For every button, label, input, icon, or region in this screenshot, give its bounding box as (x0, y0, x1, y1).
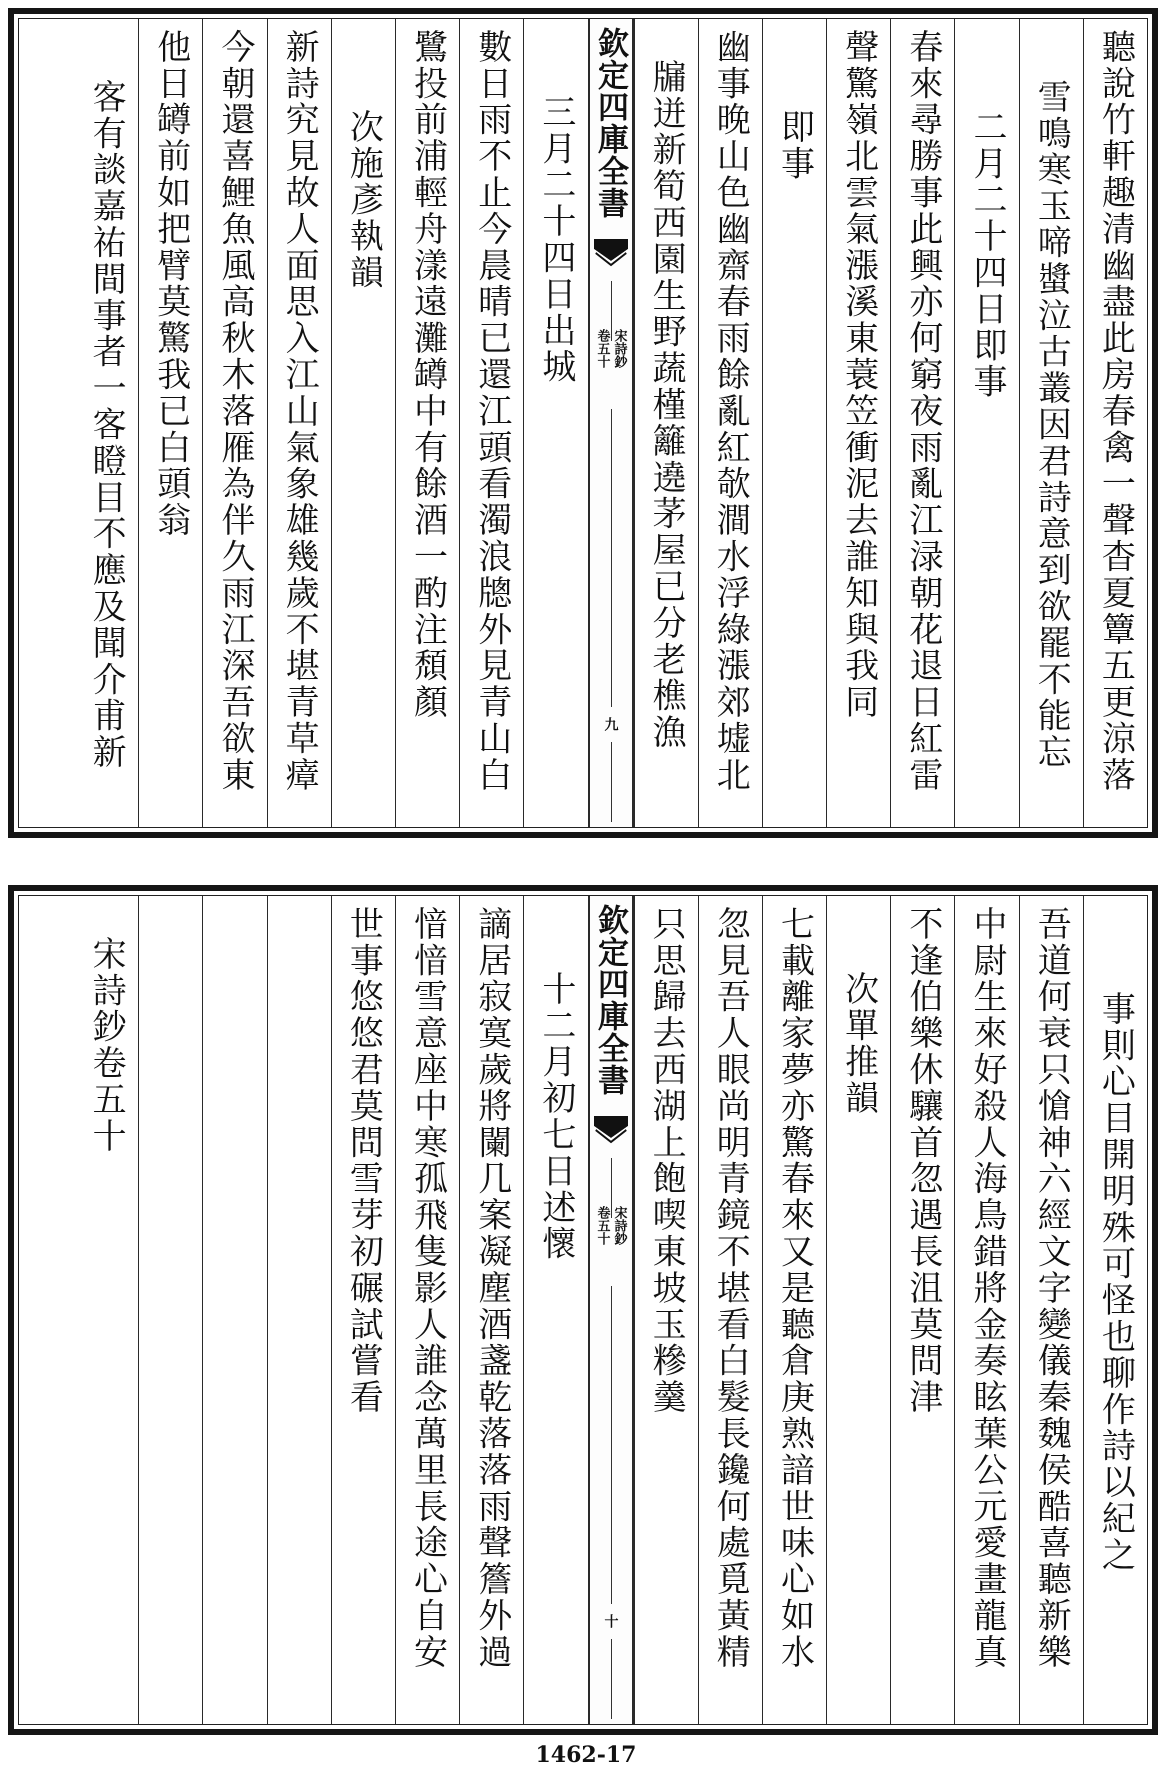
column-text: 牖迸新筍西園生野蔬槿籬遶茅屋已分老樵漁 (646, 59, 687, 751)
column-text: 十二月初七日述懷 (535, 971, 576, 1263)
column-text: 世事悠悠君莫問雪芽初碾試嘗看 (343, 906, 384, 1416)
lower-column-11 (395, 896, 459, 1724)
upper-column-14 (202, 19, 266, 827)
margin-collection-title: 欽定四庫全書 (592, 904, 628, 1096)
lower-column-5 (826, 896, 890, 1724)
column-text: 二月二十四日即事 (967, 109, 1008, 401)
upper-center-margin (588, 19, 634, 827)
margin-rule (611, 742, 612, 822)
upper-column-11 (395, 19, 459, 827)
margin-rule (611, 409, 612, 707)
lower-column-12 (331, 896, 395, 1724)
upper-column-5 (826, 19, 890, 827)
upper-column-4 (890, 19, 954, 827)
upper-column-6 (762, 19, 826, 827)
column-text: 今朝還喜鯉魚風高秋木落雁為伴久雨江深吾欲東 (214, 29, 255, 794)
lower-page (8, 885, 1158, 1735)
margin-page-number: 十 (602, 1614, 619, 1628)
page-footer-id: 1462-17 (535, 1742, 637, 1768)
margin-source-line: 宋詩鈔 (611, 329, 627, 368)
upper-column-12 (331, 19, 395, 827)
lower-column-8 (634, 896, 698, 1724)
lower-column-4 (890, 896, 954, 1724)
lower-column-10 (459, 896, 523, 1724)
upper-column-16 (74, 19, 138, 827)
upper-column-1 (1083, 19, 1147, 827)
margin-source-line: 宋詩鈔 (611, 1206, 627, 1245)
column-text: 只思歸去西湖上飽喫東坡玉糝羹 (646, 906, 687, 1416)
upper-column-15 (138, 19, 202, 827)
upper-column-13 (267, 19, 331, 827)
lower-columns (19, 896, 1147, 1724)
margin-rule (611, 1639, 612, 1719)
lower-column-16 (74, 896, 138, 1724)
column-text: 宋詩鈔卷五十 (86, 936, 127, 1155)
column-text: 忽見吾人眼尚明青鏡不堪看白髮長鑱何處覓黃精 (710, 906, 751, 1671)
lower-column-15 (138, 896, 202, 1724)
upper-column-10 (459, 19, 523, 827)
margin-source (595, 1206, 627, 1245)
column-text: 數日雨不止今晨晴已還江頭看濁浪牕外見青山白 (471, 29, 512, 794)
lower-column-7 (698, 896, 762, 1724)
column-text: 三月二十四日出城 (535, 94, 576, 386)
column-text: 春來尋勝事此興亦何窮夜雨亂江渌朝花退日紅雷 (902, 29, 943, 794)
margin-collection-title: 欽定四庫全書 (592, 27, 628, 219)
column-text: 不逢伯樂休驤首忽遇長沮莫問津 (902, 906, 943, 1416)
column-text: 新詩究見故人面思入江山氣象雄幾歲不堪青草瘴 (279, 29, 320, 794)
column-text: 次施彥執韻 (343, 109, 384, 291)
margin-rule (611, 1286, 612, 1604)
lower-column-3 (954, 896, 1018, 1724)
column-text: 即事 (774, 109, 815, 182)
column-text: 吾道何衰只愴神六經文字變儀秦魏侯酷喜聽新樂 (1031, 906, 1072, 1671)
column-text: 中尉生來好殺人海鳥錯將金奏眩葉公元愛畫龍真 (967, 906, 1008, 1671)
upper-page (8, 8, 1158, 838)
upper-column-9 (523, 19, 587, 827)
upper-column-3 (954, 19, 1018, 827)
column-text: 客有談嘉祐間事者一客瞪目不應及聞介甫新 (86, 79, 127, 771)
column-text: 愔愔雪意座中寒孤飛隻影人誰念萬里長途心自安 (407, 906, 448, 1671)
column-text: 他日罇前如把臂莫驚我已白頭翁 (150, 29, 191, 539)
lower-column-13 (267, 896, 331, 1724)
fish-tail-ornament-icon (594, 1116, 628, 1156)
lower-column-1 (1083, 896, 1147, 1724)
lower-column-9 (523, 896, 587, 1724)
lower-column-2 (1019, 896, 1083, 1724)
column-text: 雪鳴寒玉啼螿泣古叢因君詩意到欲罷不能忘 (1031, 79, 1072, 771)
column-text: 幽事晚山色幽齋春雨餘亂紅欹澗水浮綠漲郊墟北 (710, 29, 751, 794)
column-text: 聽說竹軒趣清幽盡此房春禽一聲杳夏簟五更涼落 (1095, 29, 1136, 794)
margin-source-line: 卷五十 (594, 329, 610, 368)
column-text: 次單推韻 (838, 971, 879, 1117)
lower-center-margin (588, 896, 634, 1724)
column-text: 謫居寂寞歲將闌几案凝塵酒盞乾落落雨聲簷外過 (471, 906, 512, 1671)
column-text: 七載離家夢亦驚春來又是聽倉庚熟諳世味心如水 (774, 906, 815, 1671)
fish-tail-ornament-icon (594, 239, 628, 279)
margin-page-number: 九 (602, 717, 619, 731)
upper-column-7 (698, 19, 762, 827)
column-text: 鷺投前浦輕舟漾遠灘罇中有餘酒一酌注頹顏 (407, 29, 448, 721)
column-text: 聲驚嶺北雲氣漲溪東蓑笠衝泥去誰知與我同 (838, 29, 879, 721)
upper-columns (19, 19, 1147, 827)
lower-column-14 (202, 896, 266, 1724)
lower-column-6 (762, 896, 826, 1724)
upper-column-2 (1019, 19, 1083, 827)
upper-column-8 (634, 19, 698, 827)
margin-source (595, 329, 627, 368)
column-text: 事則心目開明殊可怪也聊作詩以紀之 (1095, 991, 1136, 1574)
margin-source-line: 卷五十 (594, 1206, 610, 1245)
